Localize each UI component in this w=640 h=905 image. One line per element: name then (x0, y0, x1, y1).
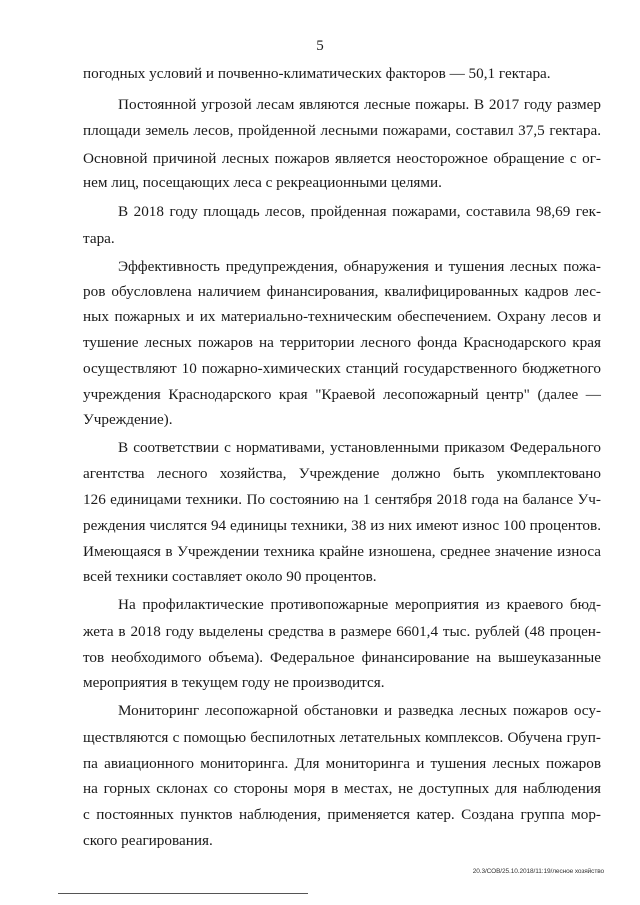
text-line: Учреждение). (83, 411, 173, 428)
text-line: на горных склонах со стороны моря в местах, не доступных для наблюдения (83, 780, 601, 797)
text-line: ных пожарных и их материально-техническим обеспечением. Охрану лесов и (83, 308, 601, 325)
text-line: погодных условий и почвенно-климатических факторов — 50,1 гектара. (83, 65, 551, 82)
text-line: Эффективность предупреждения, обнаружения и тушения лесных пожа- (118, 258, 601, 275)
text-line: тара. (83, 230, 115, 247)
text-line: 126 единицами техники. По состоянию на 1 сентября 2018 года на балансе Уч- (83, 491, 601, 508)
text-line: На профилактические противопожарные мероприятия из краевого бюд- (118, 596, 601, 613)
text-line: В 2018 году площадь лесов, пройденная пожарами, составила 98,69 гек- (118, 203, 601, 220)
text-line: мероприятия в текущем году не производится. (83, 674, 385, 691)
text-line: Имеющаяся в Учреждении техника крайне изношена, среднее значение износа (83, 543, 601, 560)
text-line: ров обусловлена наличием финансирования, квалифицированных кадров лес- (83, 283, 601, 300)
text-line: всей техники составляет около 90 процентов. (83, 568, 377, 585)
text-line: тушение лесных пожаров на территории лесного фонда Краснодарского края (83, 334, 601, 351)
text-line: Постоянной угрозой лесам являются лесные пожары. В 2017 году размер (118, 96, 601, 113)
footer-divider (58, 893, 308, 894)
text-line: реждения числятся 94 единицы техники, 38 из них имеют износ 100 процентов. (83, 517, 601, 534)
text-line: ского реагирования. (83, 832, 213, 849)
text-line: В соответствии с нормативами, установленными приказом Федерального (118, 439, 601, 456)
text-line: жета в 2018 году выделены средства в размере 6601,4 тыс. рублей (48 процен- (83, 623, 601, 640)
text-line: па авиационного мониторинга. Для мониторинга и тушения лесных пожаров (83, 755, 601, 772)
text-line: учреждения Краснодарского края "Краевой лесопожарный центр" (далее — (83, 386, 601, 403)
document-code: 20.3/СОВ/25.10.2018/11:19/лесное хозяйство (472, 868, 604, 875)
text-line: осуществляют 10 пожарно-химических станций государственного бюджетного (83, 360, 601, 377)
text-line: с постоянных пунктов наблюдения, применяется катер. Создана группа мор- (83, 806, 601, 823)
text-line: площади земель лесов, пройденной лесными пожарами, составил 37,5 гектара. (83, 122, 601, 139)
text-line: Мониторинг лесопожарной обстановки и разведка лесных пожаров осу- (118, 702, 601, 719)
text-line: ществляются с помощью беспилотных летательных комплексов. Обучена груп- (83, 729, 601, 746)
text-line: Основной причиной лесных пожаров является неосторожное обращение с ог- (83, 150, 601, 167)
text-line: агентства лесного хозяйства, Учреждение должно быть укомплектовано (83, 465, 601, 482)
page-number: 5 (316, 38, 324, 54)
text-line: нем лиц, посещающих леса с рекреационными целями. (83, 174, 442, 191)
text-line: тов необходимого объема). Федеральное финансирование на вышеуказанные (83, 649, 601, 666)
